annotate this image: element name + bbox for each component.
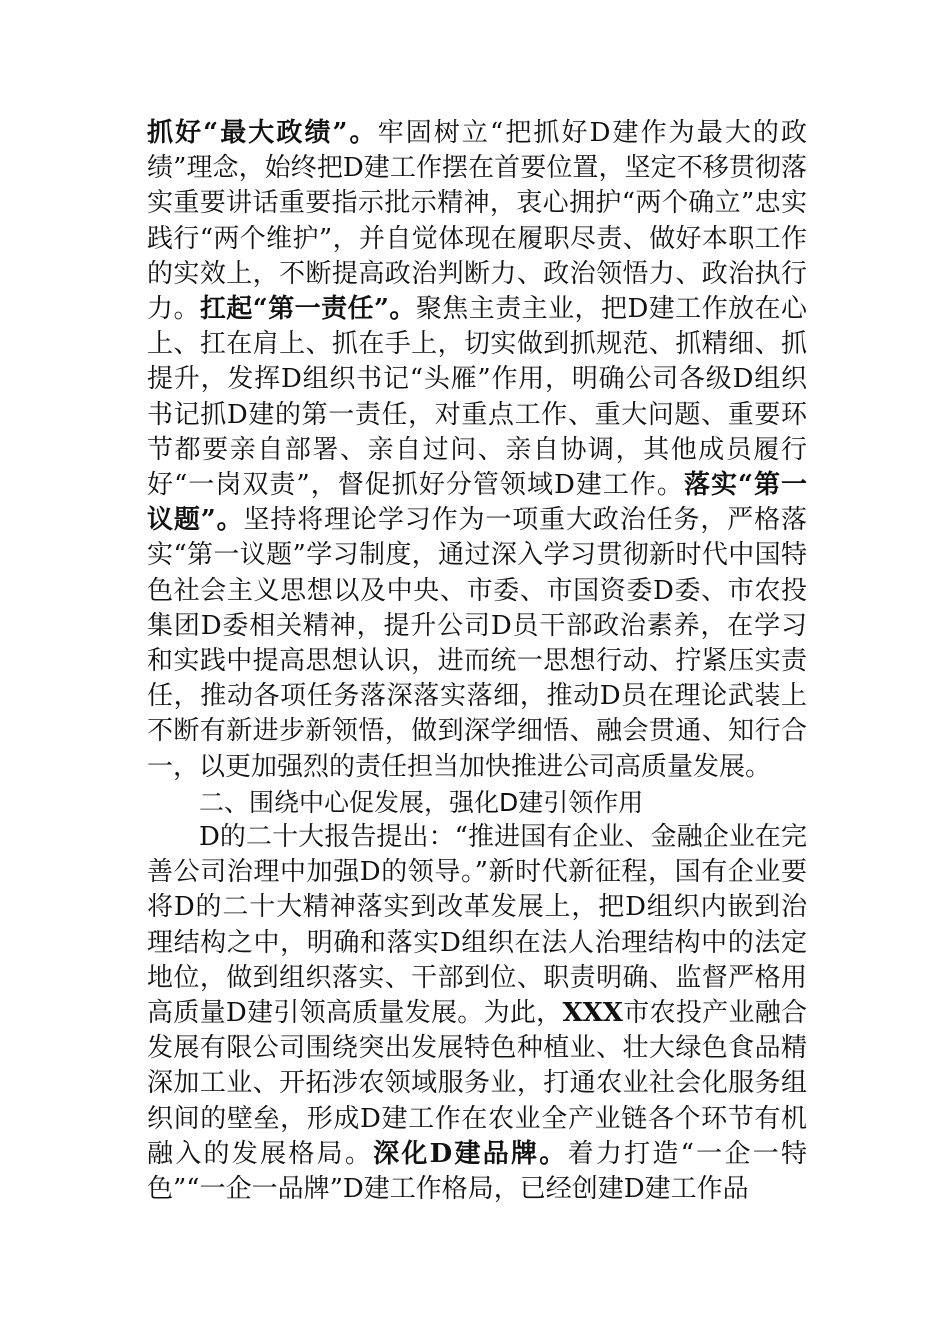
company-name-placeholder: XXX xyxy=(562,998,623,1029)
section-heading: 二、围绕中心促发展，强化D建引领作用 xyxy=(199,787,644,817)
paragraph-text: 聚焦主责主业，把D建工作放在心上、扛在肩上、抓在手上，切实做到抓规范、抓精细、抓提升，发挥D组织书记“头雁”作用，明确公司各级D组织书记抓D建的第一责任，对重点工作、重大问题、重要环节都要亲自部署、亲自过问、亲自协调，其他成员履行好“一岗双责”，督促抓好分管领域D建工作。 xyxy=(147,294,807,501)
paragraph-text: 市农投产业融合发展有限公司围绕突出发展特色种植业、壮大绿色食品精深加工业、开拓涉农领域服务业，打通农业社会化服务组织间的壁垒，形成D建工作在农业全产业链各个环节有机融入的发展格局。 xyxy=(147,998,807,1169)
paragraph-text: 坚持将理论学习作为一项重大政治任务，严格落实“第一议题”学习制度，通过深入学习贯彻新时代中国特色社会主义思想以及中央、市委、市国资委D委、市农投集团D委相关精神，提升公司D员干部政治素养，在学习和实践中提高思想认识，进而统一思想行动、拧紧压实责任，推动各项任务落深落实落细，推动D员在理论武装上不断有新进步新领悟，做到深学细悟、融会贯通、知行合一，以更加强烈的责任担当加快推进公司高质量发展。 xyxy=(147,505,807,782)
paragraph-section-two xyxy=(147,820,807,1207)
paragraph-text: 着力打造“一企一特色”“一企一品牌”D建工作格局，已经创建D建工作品 xyxy=(147,1138,807,1205)
paragraph-text: D的二十大报告提出：“推进国有企业、金融企业在完善公司治理中加强D的领导。”新时代新征程，国有企业要将D的二十大精神落实到改革发展上，把D组织内嵌到治理结构之中，明确和落实D组织在法人治理结构中的法定地位，做到组织落实、干部到位、职责明确、监督严格用高质量D建引领高质量发展。为此， xyxy=(147,822,807,1029)
key-point-heading: 抓好“最大政绩”。 xyxy=(147,118,378,148)
paragraph-party-building-responsibility xyxy=(147,116,807,785)
key-point-heading: 落实“第一议题”。 xyxy=(147,470,807,536)
key-point-heading: 深化D建品牌。 xyxy=(373,1138,568,1169)
document-page xyxy=(147,116,807,1207)
key-point-heading: 扛起“第一责任”。 xyxy=(199,294,416,325)
paragraph-text: 牢固树立“把抓好D建作为最大的政绩”理念，始终把D建工作摆在首要位置，坚定不移贯彻落实重要讲话重要指示批示精神，衷心拥护“两个确立”忠实践行“两个维护”，并自觉体现在履职尽责、做好本职工作的实效上，不断提高政治判断力、政治领悟力、政治执行力。 xyxy=(147,118,807,325)
